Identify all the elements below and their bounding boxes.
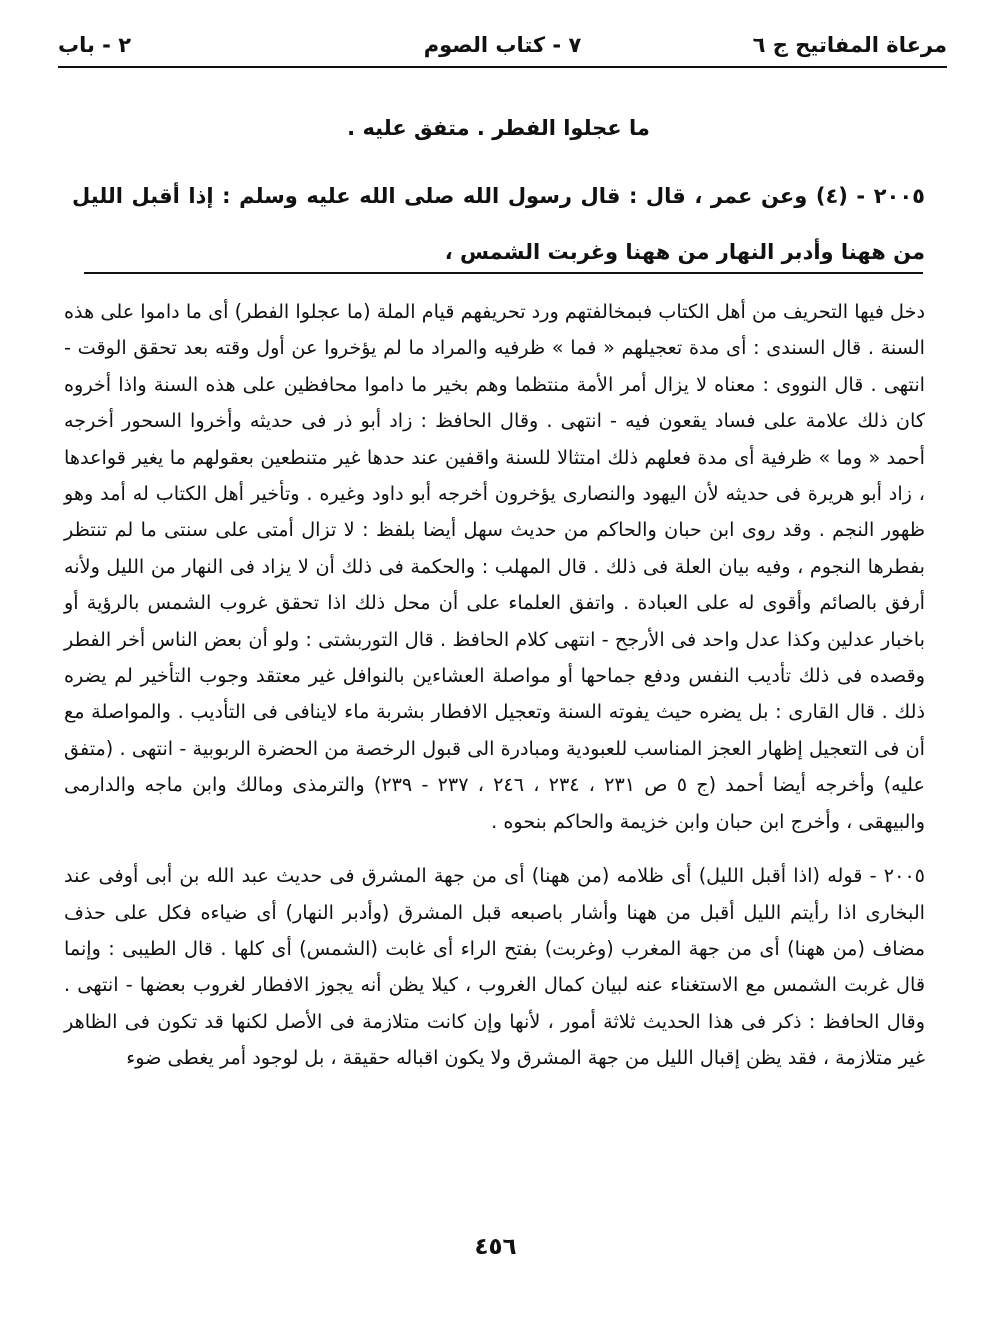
page-number: ٤٥٦ [474,1234,517,1260]
header-divider [58,66,947,68]
text-commentary-divider [84,272,923,274]
commentary-paragraph: دخل فيها التحريف من أهل الكتاب فبمخالفتهم ورد تحريفهم قيام الملة (ما عجلوا الفطر) أى ما داموا على هذه السنة . قال السندى : أى مدة تعجيلهم « فما » ظرفيه والمراد ما لم يؤخروا عن أول وقته بعد تحقق الوقت - انتهى . قال النووى : معناه لا يزال أمر الأمة منتظما وهم بخير ما داموا محافظين على هذه السنة واذا أخروه كان ذلك علامة على فساد يقعون فيه - انتهى . وقال الحافظ : زاد أبو ذر فى حديثه وأخروا السحور أخرجه أحمد « وما » ظرفية أى مدة فعلهم ذلك امتثالا للسنة واقفين عند حدها غير متنطعين بعقولهم ما يغير قواعدها ، زاد أبو هريرة فى حديثه لأن اليهود والنصارى يؤخرون أخرجه أبو داود وغيره . وتأخير أهل الكتاب له أمد وهو ظهور النجم . وقد روى ابن حبان والحاكم من حديث سهل أيضا بلفظ : لا تزال أمتى على سنتى ما لم تنتظر بفطرها النجوم ، وفيه بيان العلة فى ذلك . قال المهلب : والحكمة فى ذلك أن لا يزاد فى النهار من الليل ولأنه أرفق بالصائم وأقوى له على العبادة . واتفق العلماء على أن محل ذلك اذا تحقق غروب الشمس بالرؤية أو باخبار عدلين وكذا عدل واحد فى الأرجح - انتهى كلام الحافظ . قال التوربشتى : ولو أن بعض الناس أخر الفطر وقصده فى ذلك تأديب النفس ودفع جماحها أو مواصلة العشاءين بالنوافل غير معتقد وجوب التأخير لم يضره ذلك . قال القارى : بل يضره حيث يفوته السنة وتعجيل الافطار بشربة ماء لاينافى فى التأديب . والمواصلة مع أن فى التعجيل إظهار العجز المناسب للعبودية ومبادرة الى قبول الرخصة من الحضرة الربوبية - انتهى . (متفق عليه) وأخرجه أيضا أحمد (ج ٥ ص ٢٣١ ، ٢٣٤ ، ٢٤٦ ، ٢٣٧ - ٢٣٩) والترمذى ومالك وابن ماجه والدارمى والبيهقى ، وأخرج ابن حبان وابن خزيمة والحاكم بنحوه . [64,300,925,833]
header-section-title: ٢ - باب [58,33,132,57]
hadith-text: ٢٠٠٥ - (٤) وعن عمر ، قال : قال رسول الله صلى الله عليه وسلم : إذا أقبل الليل من ههنا وأدبر النهار من ههنا وغربت الشمس ، [72,184,926,264]
header-chapter-title: ٧ - كتاب الصوم [423,33,582,57]
running-header [58,28,947,62]
commentary-body [64,294,925,1077]
previous-hadith-ending: ما عجلوا الفطر . متفق عليه . [347,116,650,140]
header-book-title: مرعاة المفاتيح ج ٦ [752,33,947,57]
commentary-paragraph: ٢٠٠٥ - قوله (اذا أقبل الليل) أى ظلامه (من ههنا) أى من جهة المشرق فى حديث عبد الله بن أبى أوفى عند البخارى اذا رأيتم الليل أقبل من ههنا وأشار باصبعه قبل المشرق (وأدبر النهار) أى ضياءه فكل على حذف مضاف (من ههنا) أى من جهة المغرب (وغربت) بفتح الراء أى غابت (الشمس) أى كلها . قال الطيبى : وإنما قال غربت الشمس مع الاستغناء عنه لبيان كمال الغروب ، كيلا يظن أنه يجوز الافطار لغروب بعضها - انتهى . وقال الحافظ : ذكر فى هذا الحديث ثلاثة أمور ، لأنها وإن كانت متلازمة فى الأصل لكنها قد تكون فى الظاهر غير متلازمة ، فقد يظن إقبال الليل من جهة المشرق ولا يكون اقباله حقيقة ، بل لوجود أمر يغطى ضوء [64,864,925,1070]
